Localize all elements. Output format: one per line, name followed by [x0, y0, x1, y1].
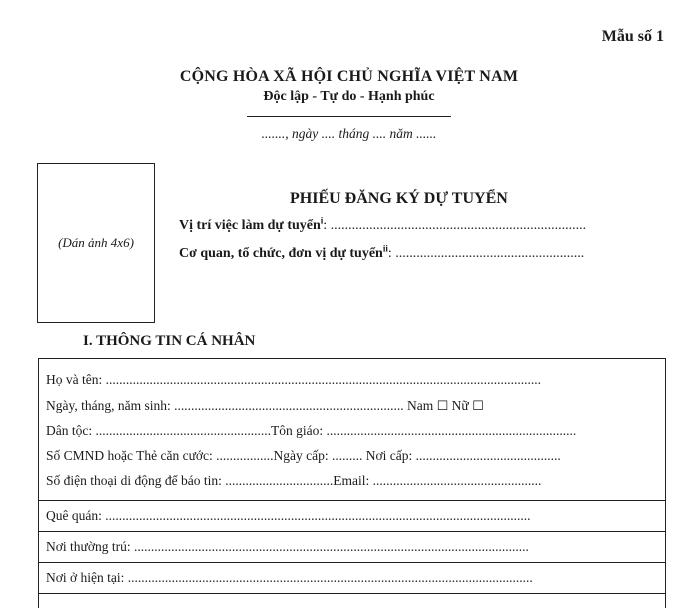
contact-row [46, 473, 541, 489]
personal-info-table [38, 358, 666, 608]
motto-underline [247, 116, 451, 117]
position-label: Vị trí việc làm dự tuyển [179, 218, 321, 233]
form-number: Mẫu số 1 [601, 28, 664, 45]
religion-field[interactable]: Tôn giáo: .......................................................................... [271, 423, 577, 438]
date-line: ......., ngày .... tháng .... năm ...... [261, 126, 437, 141]
photo-box [37, 163, 155, 323]
national-title: CỘNG HÒA XÃ HỘI CHỦ NGHĨA VIỆT NAM [179, 68, 519, 85]
permanent-address-field[interactable]: Nơi thường trú: ..................................................................................................................... [46, 539, 529, 554]
id-number-field[interactable]: Số CMND hoặc Thẻ căn cước: ................. [46, 448, 274, 463]
agency-line [179, 243, 585, 262]
table-divider [39, 500, 665, 501]
form-title: PHIẾU ĐĂNG KÝ DỰ TUYỂN [290, 190, 508, 207]
current-address-field[interactable]: Nơi ở hiện tại: ........................................................................................................................ [46, 570, 533, 585]
dob-row [46, 398, 484, 414]
issue-place-field[interactable]: Nơi cấp: ........................................... [365, 448, 561, 463]
email-field[interactable]: Email: .................................................. [333, 473, 542, 488]
photo-placeholder-text: (Dán ảnh 4x6) [58, 235, 134, 250]
full-name-field[interactable]: Họ và tên: ................................................................................................................................. [46, 372, 541, 387]
position-footnote-mark: i [320, 215, 324, 226]
phone-field[interactable]: Số điện thoại di động để báo tin: ................................ [46, 473, 334, 488]
table-divider [39, 593, 665, 594]
agency-field[interactable]: : ...................................................... [387, 246, 585, 261]
table-divider [39, 562, 665, 563]
ethnicity-field[interactable]: Dân tộc: .................................................... [46, 423, 271, 438]
dob-field[interactable]: Ngày, tháng, năm sinh: .................................................................... [46, 398, 404, 413]
table-divider [39, 531, 665, 532]
id-row [46, 448, 561, 464]
ethnicity-row [46, 423, 576, 439]
position-field[interactable]: : ......................................................................... [323, 218, 587, 233]
gender-male-label: Nam [406, 398, 434, 413]
national-motto: Độc lập - Tự do - Hạnh phúc [263, 89, 435, 104]
gender-female-checkbox[interactable]: ☐ [472, 399, 484, 414]
agency-label: Cơ quan, tổ chức, đơn vị dự tuyển [179, 246, 383, 261]
position-line [179, 215, 587, 234]
gender-female-label: Nữ [451, 398, 469, 413]
hometown-field[interactable]: Quê quán: .............................................................................................................................. [46, 508, 531, 523]
agency-footnote-mark: ii [382, 243, 388, 254]
section-heading: I. THÔNG TIN CÁ NHÂN [83, 333, 256, 349]
gender-male-checkbox[interactable]: ☐ [436, 399, 449, 414]
issue-date-field[interactable]: Ngày cấp: ......... [273, 448, 363, 463]
